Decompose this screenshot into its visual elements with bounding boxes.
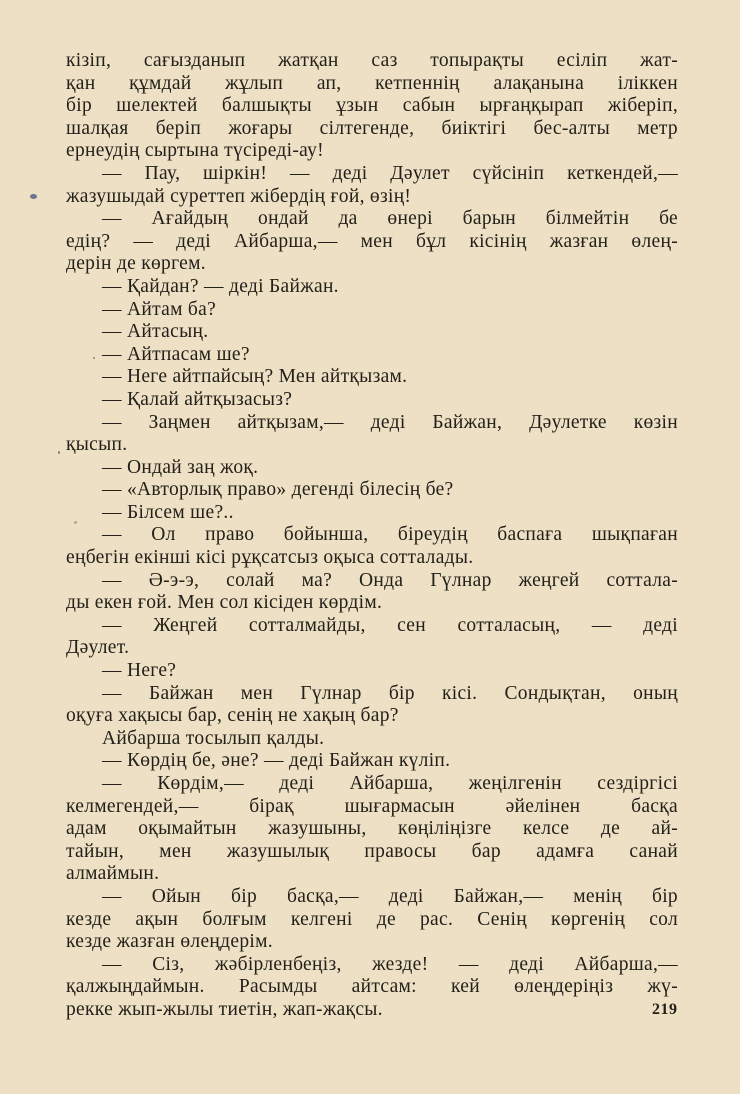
text-line: Дәулет. (66, 637, 130, 659)
text-line: — Ә-э-э, солай ма? Онда Гүлнар жеңгей соттала- (102, 569, 678, 591)
text-line: адам оқымайтын жазушыны, көңіліңізге келсе де ай- (66, 818, 678, 840)
ink-speck (58, 451, 60, 454)
text-line: — Қалай айтқызасыз? (102, 388, 293, 410)
text-line: келмегендей,— бірақ шығармасын әйелінен басқа (66, 795, 678, 817)
text-line: — Айтасың. (102, 321, 209, 343)
text-line: шалқая беріп жоғары сілтегенде, биіктігі бес-алты метр (66, 117, 678, 139)
text-line: ды екен ғой. Мен сол кісіден көрдім. (66, 592, 383, 614)
text-line: жазушыдай суреттеп жібердің ғой, өзің! (66, 185, 412, 207)
text-line: — Неге? (102, 660, 177, 682)
text-line: — Білсем ше?.. (102, 501, 234, 523)
text-line: бір шелектей балшықты ұзын сабын ырғаңқырап жіберіп, (66, 95, 678, 117)
text-line: қалжыңдаймын. Расымды айтсам: кей өлеңдеріңіз жү- (66, 976, 678, 998)
text-line: Айбарша тосылып қалды. (102, 727, 325, 749)
text-line: кезде ақын болғым келгені де рас. Сенің көргенің сол (66, 908, 678, 930)
text-line: — Көрдің бе, әне? — деді Байжан күліп. (102, 750, 451, 772)
text-line: кізіп, сағызданып жатқан саз топырақты есіліп жат- (66, 50, 678, 71)
text-line: — Ағайдың ондай да өнері барын білмейтін бе (102, 208, 678, 230)
text-line: оқуға хақысы бар, сенің не хақың бар? (66, 705, 399, 727)
ink-speck (30, 194, 37, 199)
text-line: қысып. (66, 434, 128, 456)
text-line: дерін де көргем. (66, 253, 206, 275)
text-line: еңбегін екінші кісі рұқсатсыз оқыса сотталады. (66, 547, 474, 569)
text-line: — Айтам ба? (102, 298, 217, 320)
text-line: рекке жып-жылы тиетін, жап-жақсы. (66, 998, 383, 1020)
text-line: — Ойын бір басқа,— деді Байжан,— менің бір (102, 885, 678, 907)
text-line: алмаймын. (66, 863, 160, 885)
text-line: — Неге айтпайсың? Мен айтқызам. (102, 366, 408, 388)
text-line: қан құмдай жұлып ап, кетпеннің алақанына іліккен (66, 72, 678, 94)
text-line: — Айтпасам ше? (102, 343, 250, 365)
text-line: — Пау, шіркін! — деді Дәулет сүйсініп кеткендей,— (102, 162, 678, 184)
text-line: — «Авторлық право» дегенді білесің бе? (102, 479, 454, 501)
page-number: 219 (652, 1001, 678, 1018)
text-line: кезде жазған өлеңдерім. (66, 931, 273, 953)
text-line: едің? — деді Айбарша,— мен бұл кісінің жазған өлең- (66, 230, 678, 252)
text-line: — Ондай заң жоқ. (102, 456, 259, 478)
text-line: — Жеңгей сотталмайды, сен сотталасың, — деді (102, 614, 678, 636)
text-line: — Ол право бойынша, біреудің баспаға шықпаған (102, 524, 678, 546)
text-line: — Қайдан? — деді Байжан. (102, 275, 339, 297)
text-line: ернеудің сыртына түсіреді-ау! (66, 140, 324, 162)
body-text (66, 50, 678, 1022)
text-line: — Байжан мен Гүлнар бір кісі. Сондықтан, оның (102, 682, 678, 704)
text-line: — Заңмен айтқызам,— деді Байжан, Дәулетке көзін (102, 411, 678, 433)
text-line: — Көрдім,— деді Айбарша, жеңілгенін сездіргісі (102, 773, 678, 794)
text-line: тайын, мен жазушылық правосы бар адамға санай (66, 840, 678, 862)
text-line: — Сіз, жәбірленбеңіз, жезде! — деді Айбарша,— (102, 953, 678, 975)
